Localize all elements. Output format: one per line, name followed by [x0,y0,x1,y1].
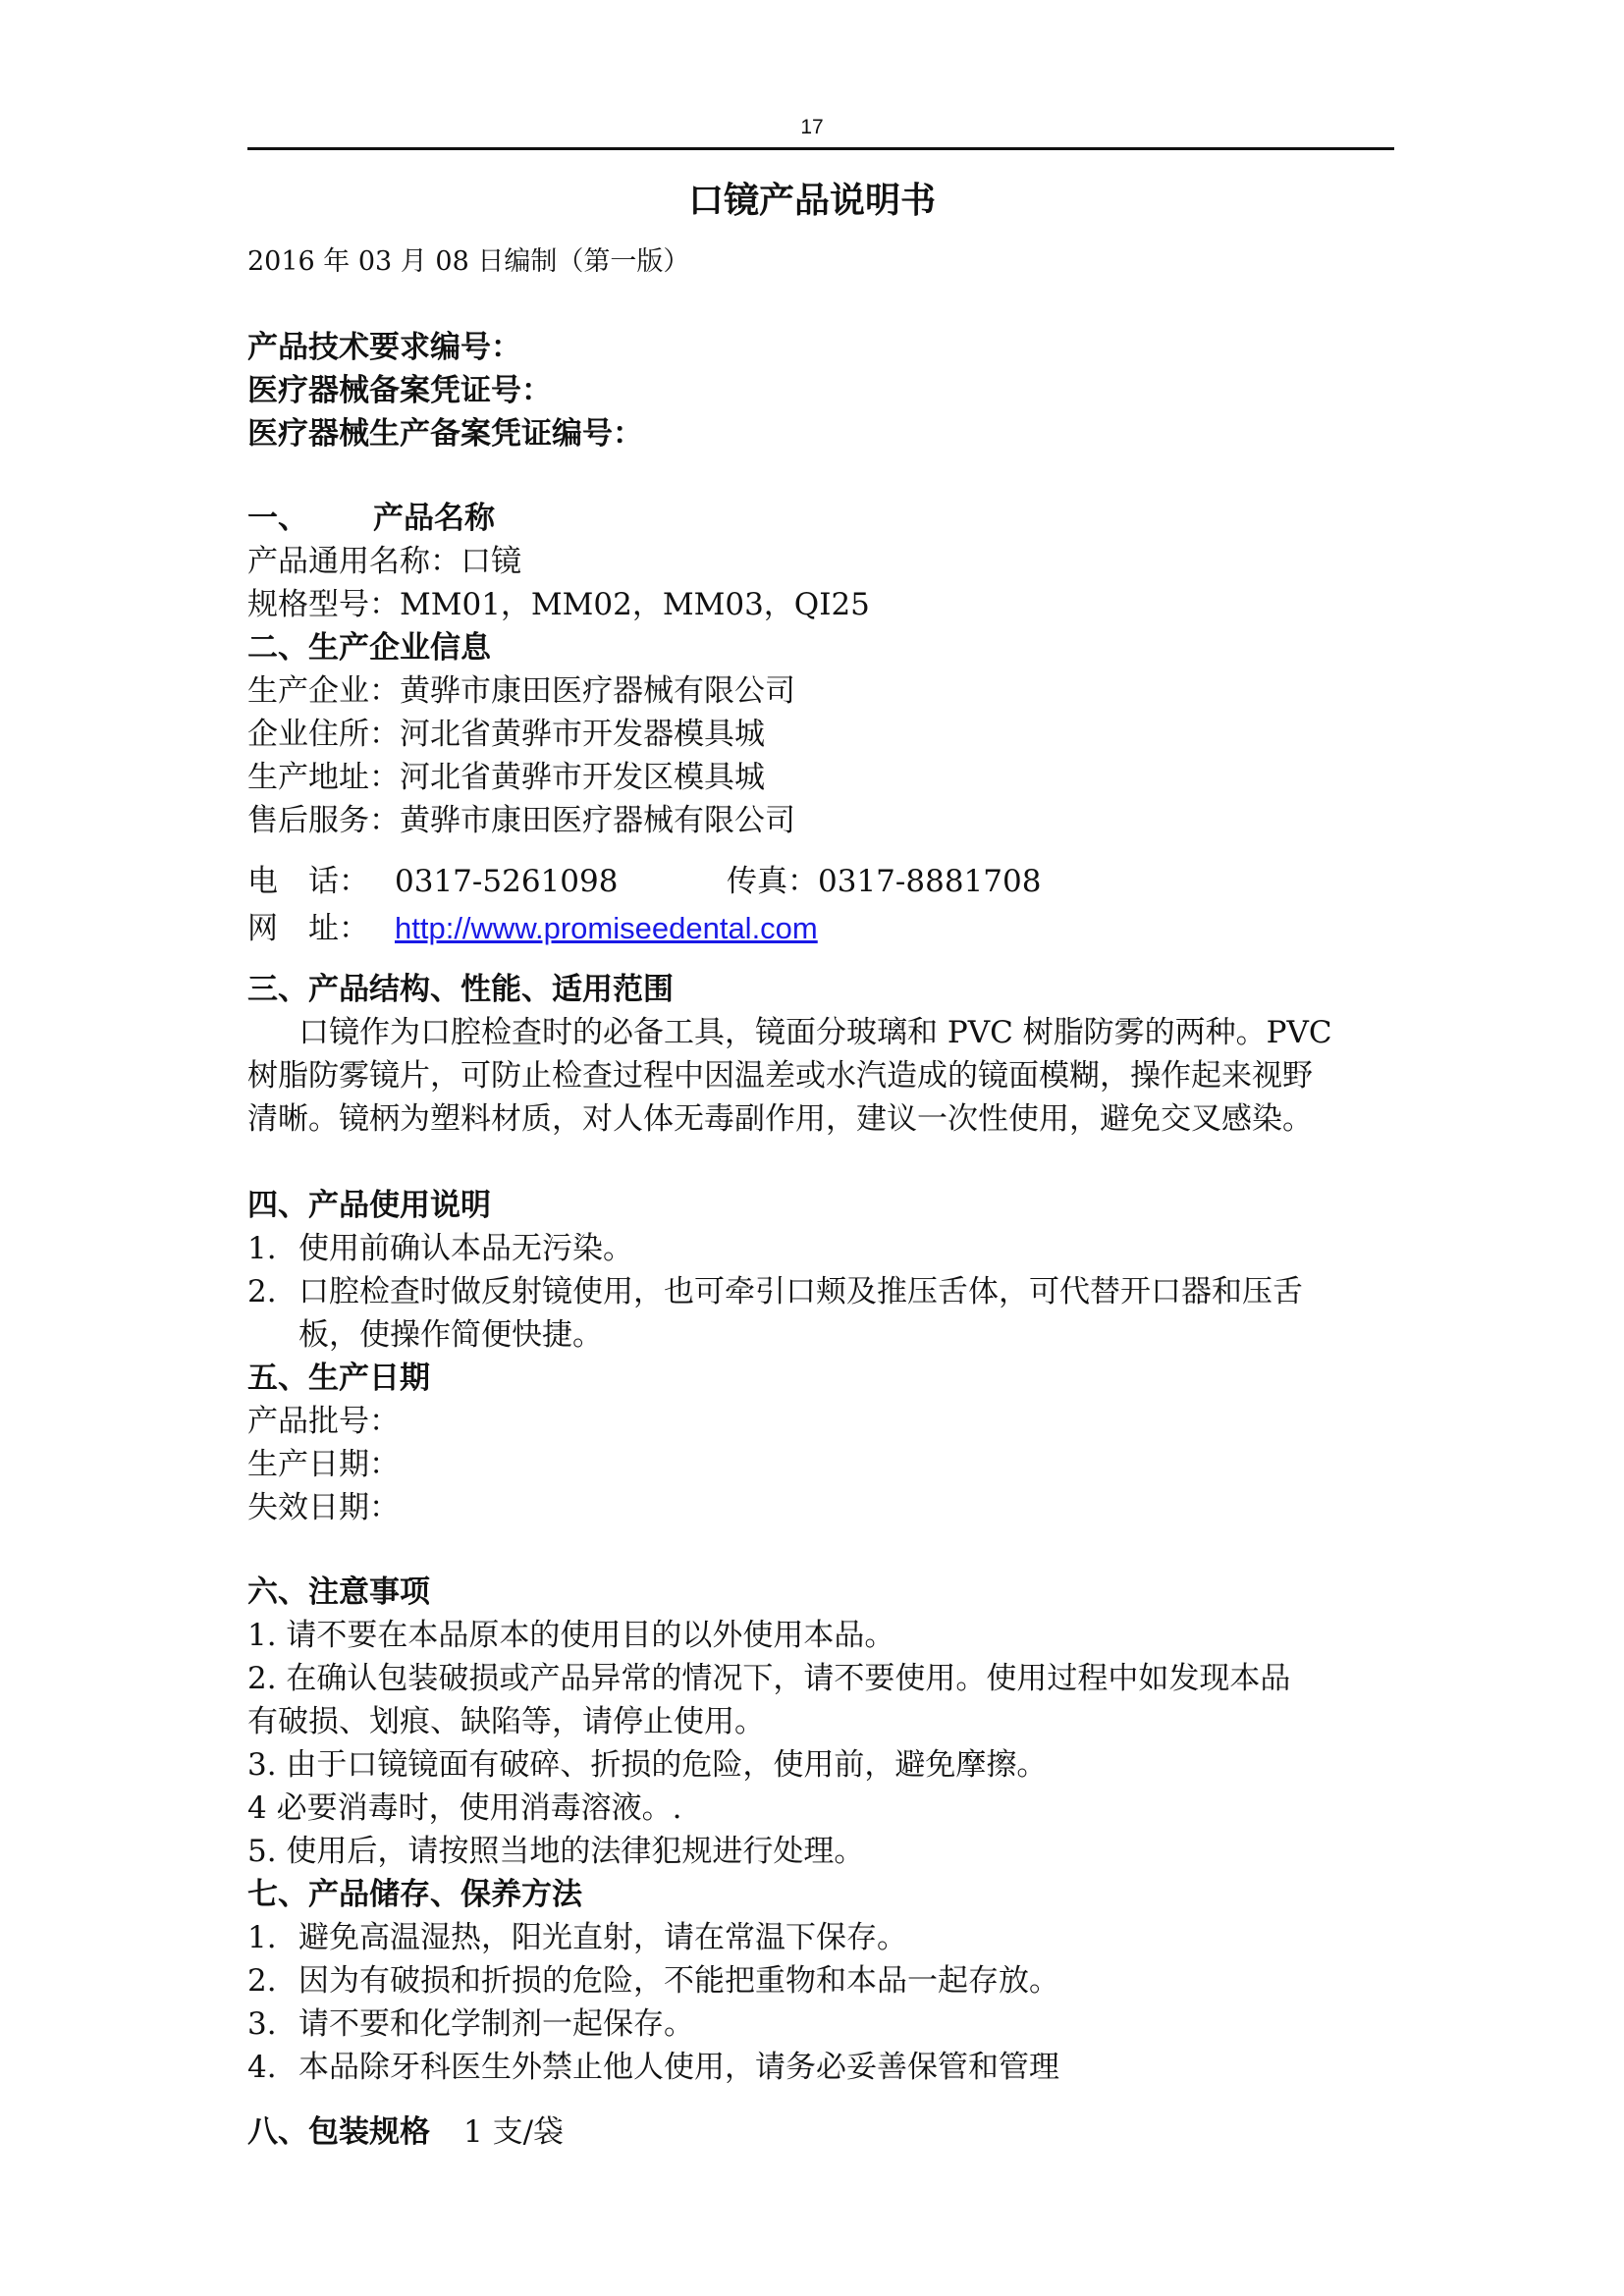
section-6-heading: 六、注意事项 [247,1575,430,1610]
tech-req-number: 产品技术要求编号： [247,330,521,365]
section-1-heading [247,499,495,538]
storage-item-3-number: 3. [247,2006,277,2042]
company-address: 企业住所：河北省黄骅市开发器模具城 [247,717,765,752]
expiry-date: 失效日期： [247,1490,400,1525]
storage-item-4 [247,2048,1059,2087]
caution-item-1: 1. 请不要在本品原本的使用目的以外使用本品。 [247,1618,895,1653]
date-line: 2016 年 03 月 08 日编制（第一版） [247,246,690,277]
storage-item-4-text: 本品除牙科医生外禁止他人使用，请务必妥善保管和管理 [298,2050,1059,2085]
website-label: 网 址： [247,911,369,946]
storage-item-1-number: 1. [247,1920,277,1955]
packaging-value: 1 支/袋 [463,2114,565,2150]
storage-item-1-text: 避免高温湿热，阳光直射，请在常温下保存。 [298,1920,907,1955]
caution-item-5: 5. 使用后，请按照当地的法律犯规进行处理。 [247,1834,865,1869]
phone-number: 0317-5261098 [395,864,619,899]
section-8-line [247,2112,564,2152]
section-8-heading: 八、包装规格 [247,2114,430,2150]
section-3-heading: 三、产品结构、性能、适用范围 [247,972,674,1007]
header-rule [247,147,1394,150]
section-7-heading: 七、产品储存、保养方法 [247,1877,582,1912]
caution-item-2-continuation: 有破损、划痕、缺陷等，请停止使用。 [247,1704,765,1739]
phone-fax-line [247,862,1041,901]
usage-item-1-number: 1. [247,1231,277,1266]
caution-item-4: 4 必要消毒时，使用消毒溶液。. [247,1790,682,1826]
storage-item-2-text: 因为有破损和折损的危险，不能把重物和本品一起存放。 [298,1963,1059,1999]
storage-item-2 [247,1961,1059,2001]
usage-item-2-continuation: 板，使操作简便快捷。 [298,1317,603,1353]
filing-cert-number: 医疗器械备案凭证号： [247,373,552,408]
document-title: 口镜产品说明书 [687,181,936,221]
usage-item-2 [247,1272,1303,1311]
section-1-title: 产品名称 [373,501,495,536]
usage-item-1-text: 使用前确认本品无污染。 [298,1231,633,1266]
section-2-heading: 二、生产企业信息 [247,630,491,666]
section-3-para-line-1: 口镜作为口腔检查时的必备工具，镜面分玻璃和 PVC 树脂防雾的两种。PVC [298,1015,1332,1050]
page-number: 17 [800,116,824,138]
storage-item-1 [247,1918,907,1957]
website-link[interactable]: http://www.promiseedental.com [395,911,818,945]
storage-item-2-number: 2. [247,1963,277,1999]
generic-name: 产品通用名称：口镜 [247,544,521,579]
manufacture-date: 生产日期： [247,1447,400,1482]
section-5-heading: 五、生产日期 [247,1361,430,1396]
fax-number: 传真：0317-8881708 [727,864,1042,899]
caution-item-2: 2. 在确认包装破损或产品异常的情况下，请不要使用。使用过程中如发现本品 [247,1661,1291,1696]
production-filing-number: 医疗器械生产备案凭证编号： [247,416,643,452]
website-line [247,909,818,948]
usage-item-2-text: 口腔检查时做反射镜使用，也可牵引口颊及推压舌体，可代替开口器和压舌 [298,1274,1303,1309]
phone-label: 电 话： [247,864,369,899]
storage-item-3-text: 请不要和化学制剂一起保存。 [298,2006,694,2042]
caution-item-3: 3. 由于口镜镜面有破碎、折损的危险，使用前，避免摩擦。 [247,1747,1048,1783]
usage-item-1 [247,1229,633,1268]
section-3-para-line-3: 清晰。镜柄为塑料材质，对人体无毒副作用，建议一次性使用，避免交叉感染。 [247,1101,1313,1137]
batch-number: 产品批号： [247,1404,400,1439]
section-4-heading: 四、产品使用说明 [247,1188,491,1223]
manufacturer: 生产企业：黄骅市康田医疗器械有限公司 [247,673,795,709]
production-address: 生产地址：河北省黄骅市开发区模具城 [247,760,765,795]
after-sales-service: 售后服务：黄骅市康田医疗器械有限公司 [247,803,795,838]
section-1-number: 一、 [247,501,308,536]
usage-item-2-number: 2. [247,1274,277,1309]
section-3-para-line-2: 树脂防雾镜片，可防止检查过程中因温差或水汽造成的镜面模糊，操作起来视野 [247,1058,1313,1094]
model-spec: 规格型号：MM01，MM02，MM03，QI25 [247,587,870,622]
storage-item-3 [247,2004,694,2044]
storage-item-4-number: 4. [247,2050,277,2085]
